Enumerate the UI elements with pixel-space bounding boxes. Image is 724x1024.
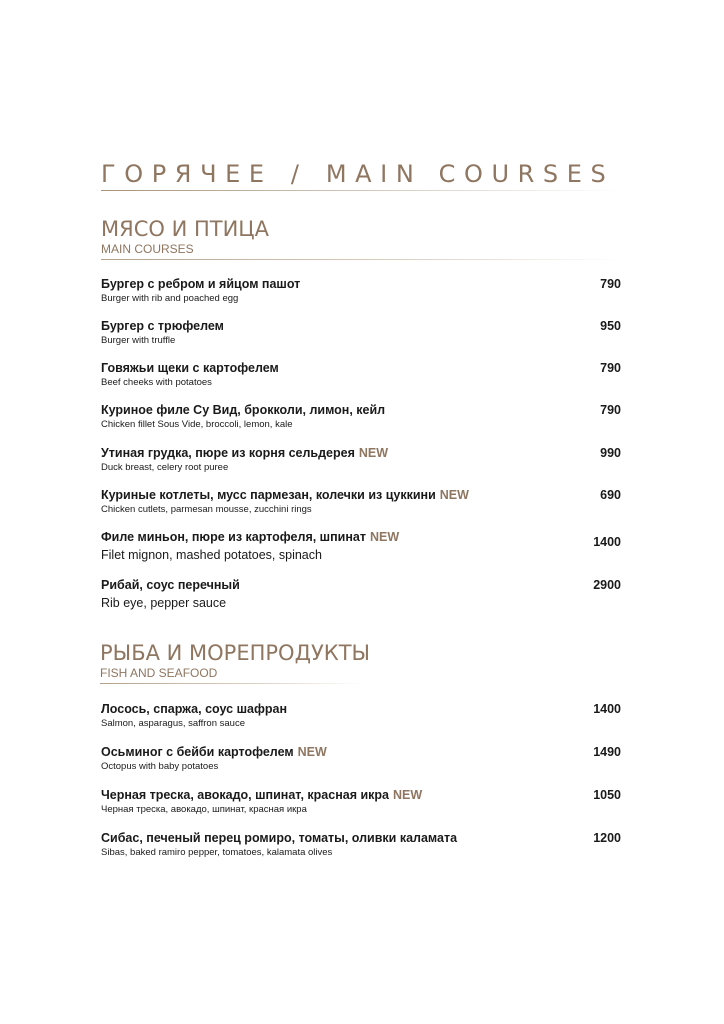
item-price: 790 — [600, 277, 621, 291]
item-description: Черная треска, авокадо, шпинат, красная икра — [101, 804, 307, 815]
item-price: 1050 — [593, 788, 621, 802]
item-price: 790 — [600, 361, 621, 375]
item-description: Sibas, baked ramiro pepper, tomatoes, kalamata olives — [101, 847, 333, 858]
item-price: 1490 — [593, 745, 621, 759]
page-title-separator: / — [290, 160, 308, 188]
item-description: Burger with rib and poached egg — [101, 293, 239, 304]
section-title: МЯСО И ПТИЦА — [101, 217, 269, 241]
menu-item — [101, 446, 621, 474]
item-name: Бургер с трюфелем — [101, 319, 224, 333]
menu-item — [101, 361, 621, 389]
item-price: 990 — [600, 446, 621, 460]
item-name: Черная треска, авокадо, шпинат, красная икра NEW — [101, 788, 423, 802]
item-name: Куриные котлеты, мусс пармезан, колечки из цуккини NEW — [101, 488, 469, 502]
menu-item — [101, 530, 621, 563]
section-subtitle: MAIN COURSES — [101, 242, 194, 256]
item-description: Salmon, asparagus, saffron sauce — [101, 718, 245, 729]
page-title — [101, 160, 614, 188]
item-price: 950 — [600, 319, 621, 333]
new-badge: NEW — [358, 446, 389, 460]
item-description: Chicken fillet Sous Vide, broccoli, lemon, kale — [101, 419, 293, 430]
item-name: Сибас, печеный перец ромиро, томаты, оливки каламата — [101, 831, 458, 845]
item-name: Осьминог с бейби картофелем NEW — [101, 745, 327, 759]
item-name: Филе миньон, пюре из картофеля, шпинат NEW — [101, 530, 400, 544]
menu-item — [101, 831, 621, 859]
page-title-en: MAIN COURSES — [325, 160, 615, 188]
menu-item — [101, 702, 621, 730]
item-description: Rib eye, pepper sauce — [101, 596, 227, 610]
page-title-ru: ГОРЯЧЕЕ — [101, 160, 273, 188]
item-price: 1400 — [593, 535, 621, 549]
new-badge: NEW — [297, 745, 327, 759]
item-description: Chicken cutlets, parmesan mousse, zucchini rings — [101, 504, 312, 515]
item-price: 1200 — [593, 831, 621, 845]
menu-item — [101, 488, 621, 516]
section-divider — [101, 259, 621, 260]
menu-item — [101, 319, 621, 347]
item-description: Duck breast, celery root puree — [101, 462, 229, 473]
item-name: Говяжьи щеки с картофелем — [101, 361, 279, 375]
item-name: Куриное филе Су Вид, брокколи, лимон, кейл — [101, 403, 386, 417]
menu-item — [101, 277, 621, 305]
menu-item — [101, 403, 621, 431]
title-divider — [101, 190, 621, 191]
new-badge: NEW — [393, 788, 423, 802]
item-price: 690 — [600, 488, 621, 502]
section-title: РЫБА И МОРЕПРОДУКТЫ — [100, 641, 371, 665]
section-fish-seafood — [100, 641, 620, 684]
item-name: Бургер с ребром и яйцом пашот — [101, 277, 301, 291]
item-description: Octopus with baby potatoes — [101, 761, 219, 772]
new-badge: NEW — [439, 488, 469, 502]
item-description: Burger with truffle — [101, 335, 176, 346]
item-price: 1400 — [593, 702, 621, 716]
item-price: 790 — [600, 403, 621, 417]
section-subtitle: FISH AND SEAFOOD — [100, 666, 218, 680]
item-description: Beef cheeks with potatoes — [101, 377, 212, 388]
item-name: Лосось, спаржа, соус шафран — [101, 702, 288, 716]
menu-item — [101, 578, 621, 611]
item-description: Filet mignon, mashed potatoes, spinach — [101, 548, 322, 562]
item-name: Рибай, соус перечный — [101, 578, 240, 592]
new-badge: NEW — [369, 530, 400, 544]
item-name: Утиная грудка, пюре из корня сельдерея NEW — [101, 446, 389, 460]
section-meat-poultry — [101, 217, 621, 260]
item-price: 2900 — [593, 578, 621, 592]
menu-item — [101, 788, 621, 816]
menu-item — [101, 745, 621, 773]
section-divider — [100, 683, 365, 684]
